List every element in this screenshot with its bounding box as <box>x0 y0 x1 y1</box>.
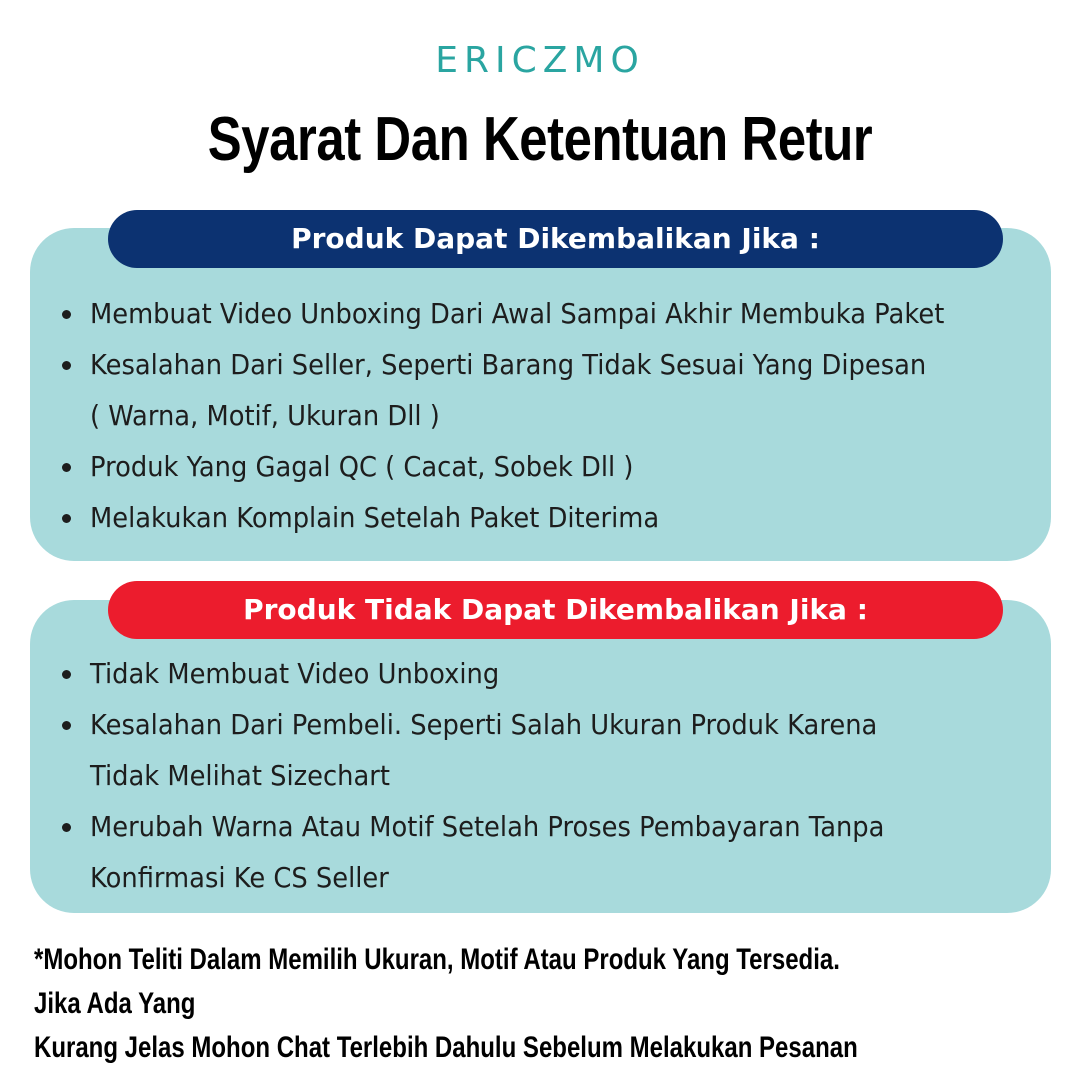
bullet-icon <box>62 361 71 370</box>
non-returnable-list <box>60 648 1050 903</box>
list-item-text: Kesalahan Dari Seller, Seperti Barang Tidak Sesuai Yang Dipesan <box>90 348 927 381</box>
list-item-text-continued: Konfirmasi Ke CS Seller <box>90 861 389 894</box>
bullet-icon <box>62 310 71 319</box>
list-item-text: Kesalahan Dari Pembeli. Seperti Salah Ukuran Produk Karena <box>90 708 878 741</box>
list-item <box>60 288 1050 339</box>
bullet-icon <box>62 670 71 679</box>
list-item-text: Melakukan Komplain Setelah Paket Diterima <box>90 501 660 534</box>
list-item <box>60 492 1050 543</box>
bullet-icon <box>62 463 71 472</box>
page-title: Syarat Dan Ketentuan Retur <box>207 105 873 174</box>
returnable-heading: Produk Dapat Dikembalikan Jika : <box>108 210 1003 268</box>
footnote-line: *Mohon Teliti Dalam Memilih Ukuran, Motif Atau Produk Yang Tersedia. Jika Ada Yang <box>34 943 840 1020</box>
list-item <box>60 801 1050 903</box>
bullet-icon <box>62 721 71 730</box>
list-item-text-continued: Tidak Melihat Sizechart <box>90 759 390 792</box>
bullet-icon <box>62 823 71 832</box>
list-item <box>60 699 1050 801</box>
list-item-text: Membuat Video Unboxing Dari Awal Sampai Akhir Membuka Paket <box>90 297 945 330</box>
list-item-text: Tidak Membuat Video Unboxing <box>90 657 500 690</box>
returnable-list <box>60 288 1050 543</box>
bullet-icon <box>62 514 71 523</box>
brand-logo: ERICZMO <box>435 40 645 81</box>
non-returnable-heading: Produk Tidak Dapat Dikembalikan Jika : <box>108 581 1003 639</box>
footnote-line: Kurang Jelas Mohon Chat Terlebih Dahulu Sebelum Melakukan Pesanan <box>34 1031 858 1064</box>
list-item <box>60 339 1050 441</box>
list-item-text: Produk Yang Gagal QC ( Cacat, Sobek Dll ) <box>90 450 634 483</box>
list-item <box>60 648 1050 699</box>
list-item-text-continued: ( Warna, Motif, Ukuran Dll ) <box>90 399 440 432</box>
list-item <box>60 441 1050 492</box>
footnote <box>34 938 882 1070</box>
list-item-text: Merubah Warna Atau Motif Setelah Proses Pembayaran Tanpa <box>90 810 885 843</box>
